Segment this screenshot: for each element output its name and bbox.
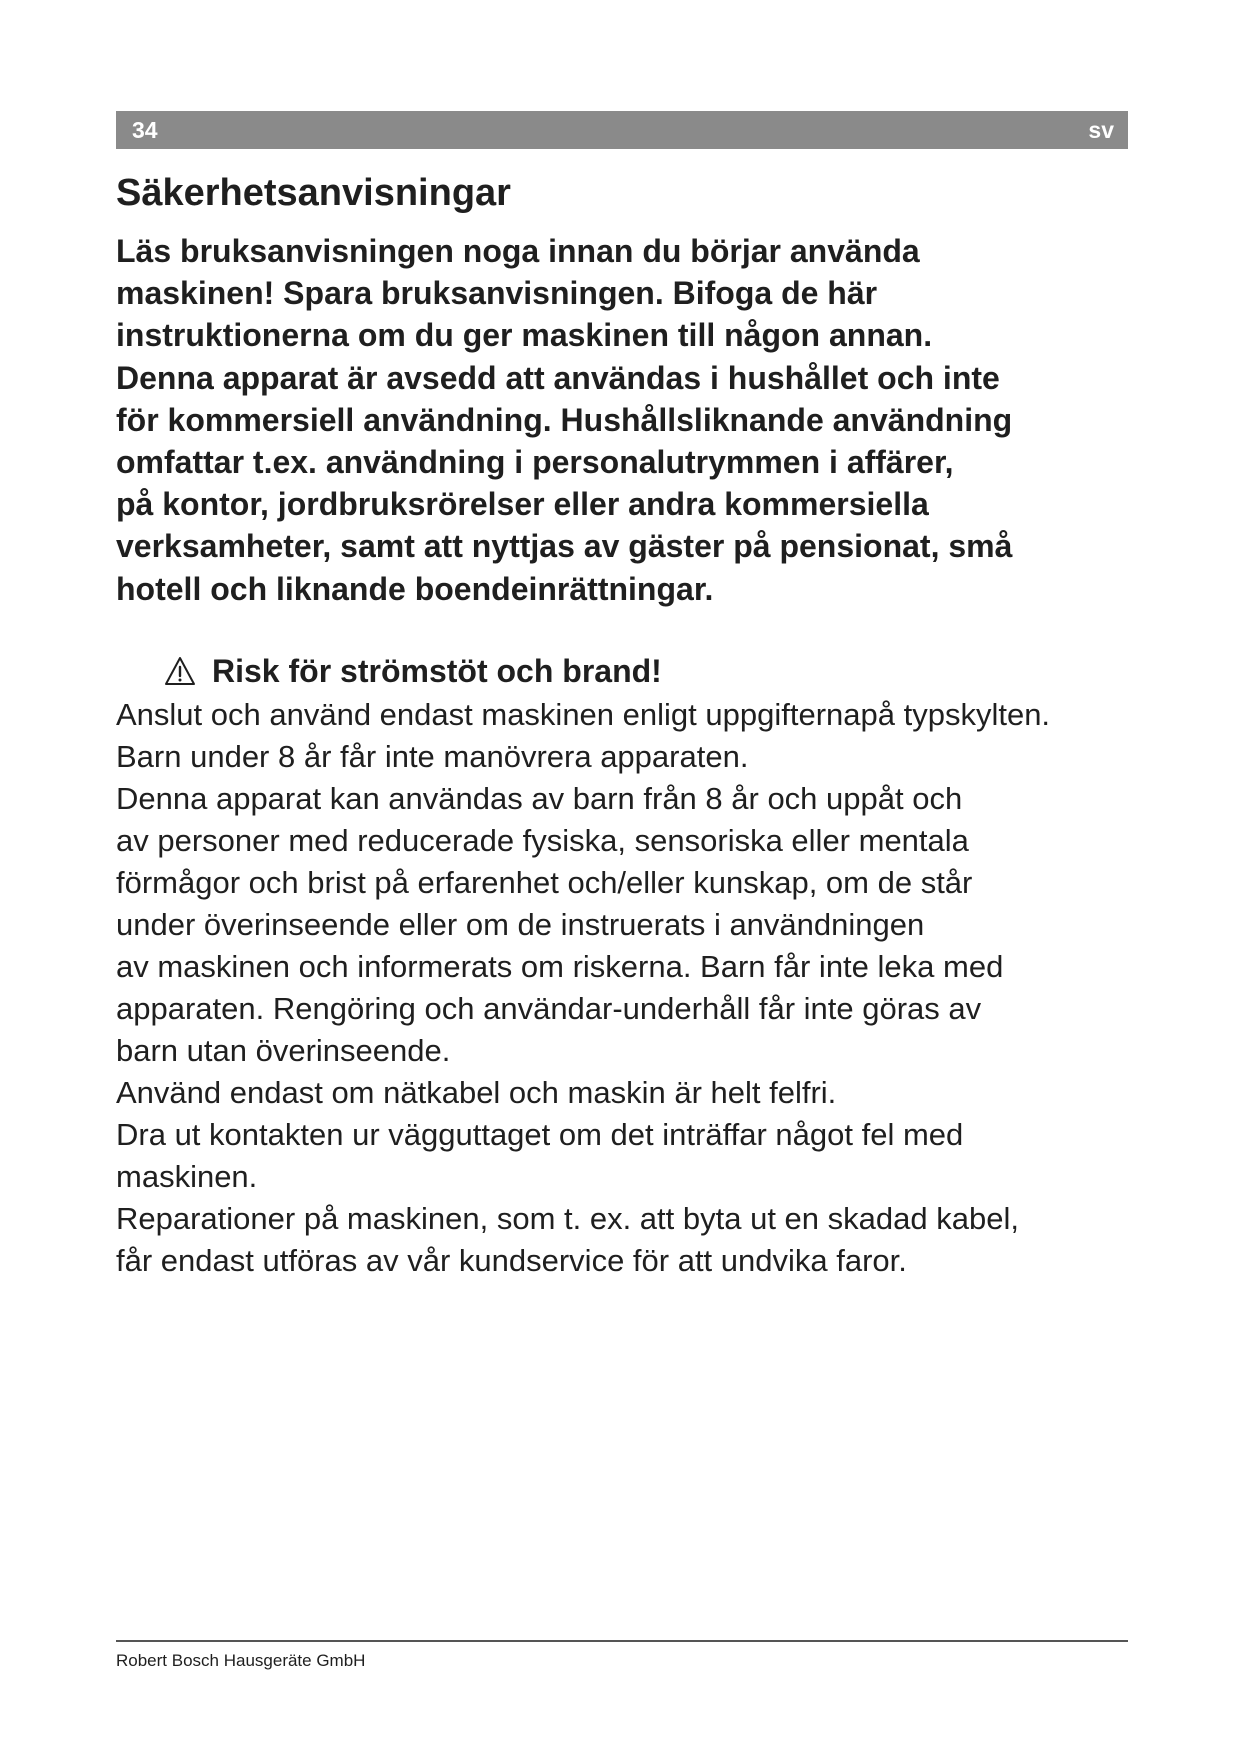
intro-line: verksamheter, samt att nyttjas av gäster på pensionat, små [116,528,1013,565]
intro-paragraph [116,230,1128,610]
body-line: Barn under 8 år får inte manövrera apparaten. [116,739,749,774]
intro-line: hotell och liknande boendeinrättningar. [116,570,714,607]
intro-line: Denna apparat är avsedd att användas i hushållet och inte [116,359,1000,396]
body-line: apparaten. Rengöring och användar-underhåll får inte göras av [116,991,982,1026]
body-line: får endast utföras av vår kundservice för att undvika faror. [116,1243,907,1278]
footer-company: Robert Bosch Hausgeräte GmbH [116,1651,366,1670]
page-title: Säkerhetsanvisningar [116,172,511,214]
intro-line: Läs bruksanvisningen noga innan du börjar använda [116,233,920,269]
body-line: förmågor och brist på erfarenhet och/eller kunskap, om de står [116,865,973,900]
body-line: Dra ut kontakten ur vägguttaget om det inträffar något fel med [116,1117,964,1152]
intro-line: på kontor, jordbruksrörelser eller andra kommersiella [116,486,929,523]
body-line: av maskinen och informerats om riskerna. Barn får inte leka med [116,949,1004,984]
body-line: Använd endast om nätkabel och maskin är helt felfri. [116,1075,837,1110]
safety-body-text [116,694,1136,1282]
intro-line: för kommersiell användning. Hushållsliknande användning [116,401,1013,438]
intro-line: omfattar t.ex. användning i personalutrymmen i affärer, [116,444,954,481]
warning-heading [164,650,662,692]
body-line: Denna apparat kan användas av barn från 8 år och uppåt och [116,781,963,816]
warning-heading-text: Risk för strömstöt och brand! [212,653,662,689]
intro-line: instruktionerna om du ger maskinen till någon annan. [116,317,933,354]
body-line: Anslut och använd endast maskinen enligt uppgifternapå typskylten. [116,697,1051,732]
body-line: under överinseende eller om de instruerats i användningen [116,907,925,942]
warning-triangle-icon [164,655,196,687]
page-header-bar [116,111,1128,149]
language-code: sv [1088,116,1114,143]
intro-line: maskinen! Spara bruksanvisningen. Bifoga de här [116,275,878,312]
body-line: av personer med reducerade fysiska, sensoriska eller mentala [116,823,969,858]
body-line: maskinen. [116,1159,258,1194]
footer-divider [116,1640,1128,1642]
page-number: 34 [132,116,158,143]
body-line: barn utan överinseende. [116,1033,451,1068]
body-line: Reparationer på maskinen, som t. ex. att byta ut en skadad kabel, [116,1201,1019,1236]
